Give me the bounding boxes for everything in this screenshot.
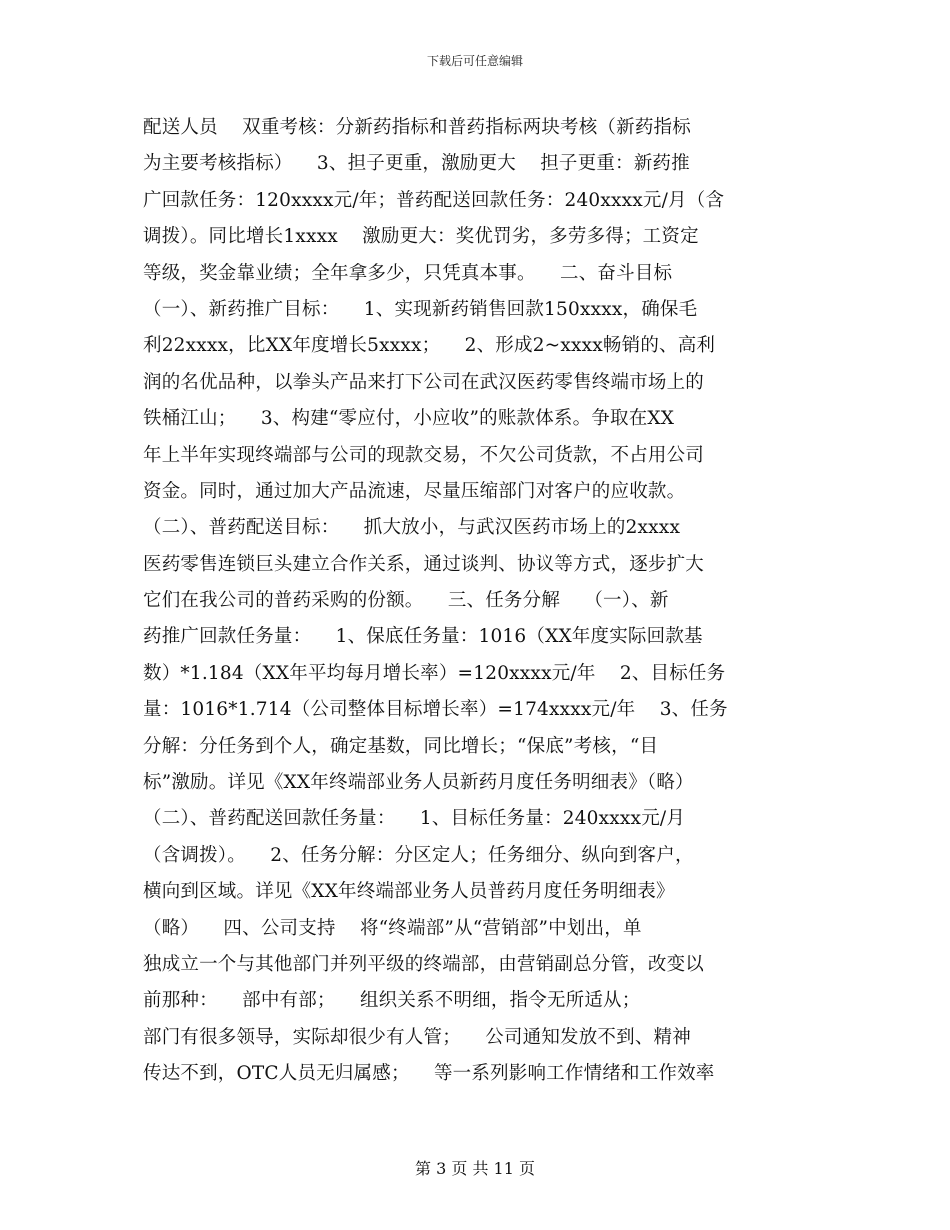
text-line: 调拨）。同比增长1xxxx 激励更大：奖优罚劣，多劳多得；工资定	[143, 226, 699, 248]
text-line: 为主要考核指标） 3、担子更重，激励更大 担子更重：新药推	[143, 153, 690, 175]
text-line: 标”激励。详见《XX年终端部业务人员新药月度任务明细表》（略）	[143, 772, 694, 794]
text-line: 资金。同时，通过加大产品流速，尽量压缩部门对客户的应收款。	[143, 480, 686, 502]
text-line: 数）*1.184（XX年平均每月增长率）=120xxxx元/年 2、目标任务	[143, 662, 726, 684]
text-line: （二）、普药配送目标： 抓大放小，与武汉医药市场上的2xxxx	[143, 517, 681, 539]
text-line: 等级，奖金靠业绩；全年拿多少，只凭真本事。 二、奋斗目标	[143, 262, 673, 284]
text-line: （含调拨）。 2、任务分解：分区定人；任务细分、纵向到客户，	[143, 844, 694, 866]
text-line: 量：1016*1.714（公司整体目标增长率）=174xxxx元/年 3、任务	[143, 699, 728, 721]
document-body	[143, 110, 813, 1093]
page-footer: 第 3 页 共 11 页	[415, 1159, 535, 1178]
text-line: 部门有很多领导，实际却很少有人管； 公司通知发放不到、精神	[143, 1026, 691, 1048]
text-line: 横向到区域。详见《XX年终端部业务人员普药月度任务明细表》	[143, 881, 675, 903]
text-line: 分解：分任务到个人，确定基数，同比增长；“保底”考核，“目	[143, 735, 659, 757]
text-line: 医药零售连锁巨头建立合作关系，通过谈判、协议等方式，逐步扩大	[143, 553, 705, 575]
text-line: 它们在我公司的普药采购的份额。 三、任务分解 （一）、新	[143, 590, 669, 612]
text-line: 前那种： 部中有部； 组织关系不明细，指令无所适从；	[143, 990, 641, 1012]
text-line: 药推广回款任务量： 1、保底任务量：1016（XX年度实际回款基	[143, 626, 703, 648]
text-line: 传达不到，OTC人员无归属感； 等一系列影响工作情绪和工作效率	[143, 1063, 715, 1085]
text-line: 铁桶江山； 3、构建“零应付，小应收”的账款体系。争取在XX	[143, 408, 675, 430]
text-line: （略） 四、公司支持 将“终端部”从“营销部”中划出，单	[143, 917, 642, 939]
text-line: （二）、普药配送回款任务量： 1、目标任务量：240xxxx元/月	[143, 808, 686, 830]
text-line: 年上半年实现终端部与公司的现款交易，不欠公司货款，不占用公司	[143, 444, 705, 466]
text-line: （一）、新药推广目标： 1、实现新药销售回款150xxxx，确保毛	[143, 298, 698, 320]
page-header: 下载后可任意编辑	[426, 54, 523, 68]
text-line: 润的名优品种，以拳头产品来打下公司在武汉医药零售终端市场上的	[143, 371, 705, 393]
text-line: 配送人员 双重考核：分新药指标和普药指标两块考核（新药指标	[143, 117, 691, 138]
text-line: 广回款任务：120xxxx元/年；普药配送回款任务：240xxxx元/月（含	[143, 189, 725, 211]
text-line: 利22xxxx，比XX年度增长5xxxx； 2、形成2~xxxx畅销的、高利	[143, 335, 716, 357]
text-line: 独成立一个与其他部门并列平级的终端部，由营销副总分管，改变以	[143, 953, 705, 975]
